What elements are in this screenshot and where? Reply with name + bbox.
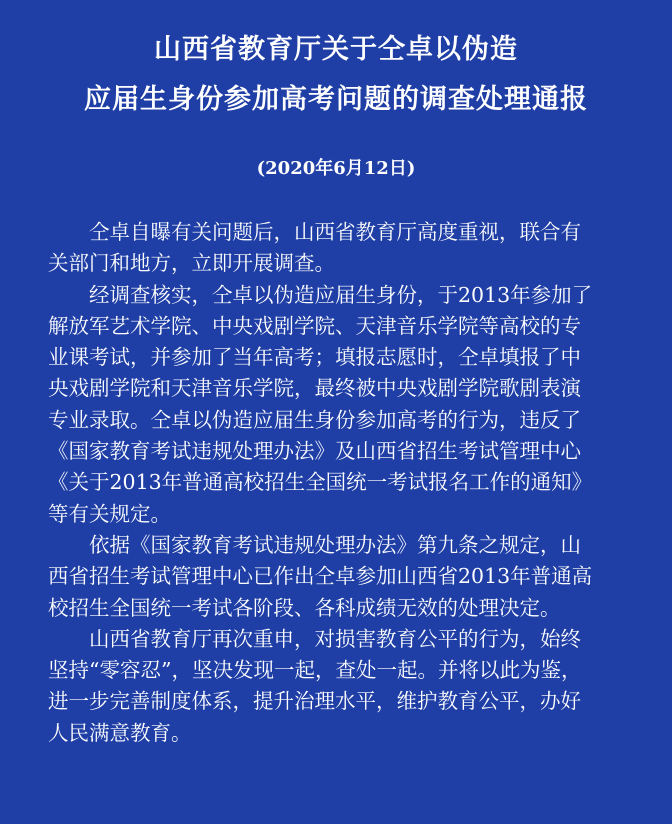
notice-title-line-1: 山西省教育厅关于仝卓以伪造 [154,34,518,65]
paragraph-1-line-1: 仝卓自曝有关问题后，山西省教育厅高度重视，联合有 [89,220,581,244]
paragraph-3-line-2: 西省招生考试管理中心已作出仝卓参加山西省2013年普通高 [48,564,593,589]
paragraph-2-line-8: 等有关规定。 [48,501,171,526]
paragraph-3-line-1: 依据《国家教育考试违规处理办法》第九条之规定，山 [89,532,581,557]
paragraph-4-line-3: 进一步完善制度体系，提升治理水平，维护教育公平，办好 [48,689,581,714]
paragraph-4-line-1: 山西省教育厅再次重申，对损害教育公平的行为，始终 [89,626,581,651]
paragraph-2-line-1: 经调查核实，仝卓以伪造应届生身份，于2013年参加了 [89,282,593,307]
paragraph-4-line-2: 坚持“零容忍”，坚决发现一起，查处一起。并将以此为鉴， [48,658,582,683]
paragraph-4-line-4: 人民满意教育。 [48,720,192,745]
paragraph-2-line-3: 业课考试，并参加了当年高考；填报志愿时，仝卓填报了中 [48,345,581,370]
paragraph-2-line-4: 央戏剧学院和天津音乐学院，最终被中央戏剧学院歌剧表演 [48,376,581,401]
paragraph-2-line-6: 《国家教育考试违规处理办法》及山西省招生考试管理中心 [48,439,581,464]
paragraph-2-line-5: 专业录取。仝卓以伪造应届生身份参加高考的行为，违反了 [48,407,581,432]
paragraph-2-line-7: 《关于2013年普通高校招生全国统一考试报名工作的通知》 [48,470,593,495]
notice-body [48,217,638,749]
paragraph-1-line-2: 关部门和地方，立即开展调查。 [48,251,335,276]
notice-date: (2020年6月12日) [256,158,416,179]
paragraph-3-line-3: 校招生全国统一考试各阶段、各科成绩无效的处理决定。 [48,595,561,620]
notice-title-line-2: 应届生身份参加高考问题的调查处理通报 [84,84,588,115]
paragraph-2-line-2: 解放军艺术学院、中央戏剧学院、天津音乐学院等高校的专 [48,313,581,338]
